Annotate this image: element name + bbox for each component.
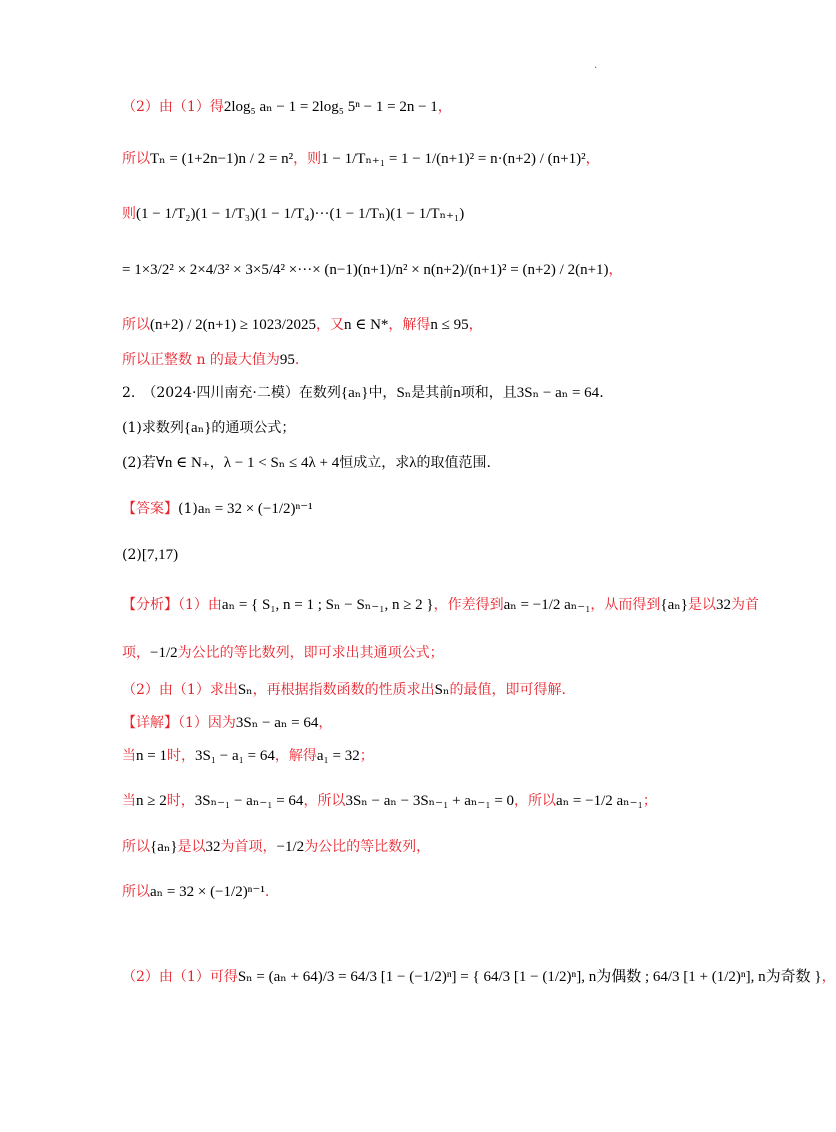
line-18 [122, 840, 430, 855]
math: −1/2 [150, 645, 178, 661]
line-7 [122, 386, 604, 401]
math: (1 − 1/T₂)(1 − 1/T₃)(1 − 1/T₄)···(1 − 1/Tₙ)(1 − 1/Tₙ₊₁) [136, 206, 465, 222]
text: ； [359, 748, 374, 764]
line-4 [122, 263, 623, 278]
math: 32 [715, 597, 731, 613]
math: 32 [205, 839, 221, 855]
math: 95 [279, 352, 295, 368]
text: 项， [122, 645, 150, 661]
text: 所以 [122, 151, 150, 167]
line-1 [122, 100, 452, 115]
text: 所以 [122, 317, 150, 333]
math: n [453, 385, 461, 401]
text: 项和，且 [460, 385, 517, 401]
text: . [264, 884, 270, 900]
text: ，则 [293, 151, 322, 167]
math: aₙ = −1/2 aₙ₋₁ [556, 793, 643, 809]
text: ， [437, 99, 452, 115]
text: 的最值，即可得解. [449, 682, 566, 698]
math: [7,17) [141, 547, 179, 563]
text: 是其前 [411, 385, 454, 401]
line-16 [122, 749, 374, 764]
text: 的取值范围. [416, 455, 491, 471]
text: ，又 [315, 317, 344, 333]
math: Sₙ [396, 385, 412, 401]
text: . [599, 385, 604, 401]
math: 2log₅ aₙ − 1 = 2log₅ 5ⁿ − 1 = 2n − 1 [223, 99, 438, 115]
math: n ≤ 95 [430, 317, 469, 333]
math: a₁ = 32 [316, 748, 360, 764]
math: 3Sₙ − aₙ = 64 [235, 715, 319, 731]
line-19 [122, 885, 269, 900]
math: Sₙ = (aₙ + 64)/3 = 64/3 [1 − (−1/2)ⁿ] = { 64/3 [1 − (1/2)ⁿ], n为偶数 ; 64/3 [1 + (1/2)ⁿ], n为奇数 } [237, 969, 822, 985]
page-mark: . [594, 60, 598, 71]
math: ∀n ∈ N₊ [155, 455, 210, 471]
math: {aₙ} [340, 385, 369, 401]
text: 中， [368, 385, 397, 401]
text: ； [642, 793, 657, 809]
math: 3Sₙ₋₁ − aₙ₋₁ = 64 [194, 793, 304, 809]
math: Sₙ [237, 682, 253, 698]
text: ，所以 [514, 793, 557, 809]
text: ，所以 [303, 793, 346, 809]
line-12 [122, 598, 759, 613]
text: 为公比的等比数列，即可求出其通项公式； [177, 645, 444, 661]
math: n = 1 [136, 748, 167, 764]
math: aₙ = 32 × (−1/2)ⁿ⁻¹ [197, 501, 313, 517]
text: ， [209, 455, 224, 471]
math: = 1×3/2² × 2×4/3² × 3×5/4² ×···× (n−1)(n+1)/n² × n(n+2)/(n+1)² = (n+2) / 2(n+1) [122, 262, 609, 278]
text: ，解得 [274, 748, 317, 764]
line-9 [122, 456, 491, 471]
text: 时， [166, 793, 195, 809]
text: ， [468, 317, 483, 333]
text: ，从而得到 [590, 597, 661, 613]
text: 时， [166, 748, 195, 764]
text: 所以正整数 n 的最大值为 [122, 352, 280, 368]
text: ， [585, 151, 600, 167]
line-3 [122, 207, 464, 222]
text: （2）由（1）求出 [122, 682, 238, 698]
text: ，作差得到 [433, 597, 504, 613]
line-8 [122, 421, 295, 436]
math: 3Sₙ − aₙ = 64 [516, 385, 600, 401]
text: 恒成立，求 [339, 455, 410, 471]
answer-label: 【答案】 [122, 501, 178, 517]
math: {aₙ} [183, 420, 212, 436]
line-15 [122, 716, 332, 731]
text: (2)若 [122, 455, 156, 471]
math: {aₙ} [660, 597, 688, 613]
analysis-label: 【分析】（1）由 [122, 597, 222, 613]
text: 所以 [122, 884, 150, 900]
line-10 [122, 502, 313, 517]
math: Sₙ [434, 682, 450, 698]
math: 3Sₙ − aₙ − 3Sₙ₋₁ + aₙ₋₁ = 0 [345, 793, 515, 809]
text: 为首项， [220, 839, 277, 855]
text: ， [318, 715, 333, 731]
text: 所以 [122, 839, 150, 855]
text: （2）由（1）得 [122, 99, 224, 115]
text: ，再根据指数函数的性质求出 [252, 682, 435, 698]
line-6 [122, 353, 299, 368]
math: 1 − 1/Tₙ₊₁ = 1 − 1/(n+1)² = n·(n+2) / (n+1)² [321, 151, 586, 167]
math: 3S₁ − a₁ = 64 [194, 748, 275, 764]
line-13 [122, 646, 444, 661]
text: 当 [122, 748, 136, 764]
text: ， [821, 969, 836, 985]
math: λ [409, 455, 417, 471]
text: 当 [122, 793, 136, 809]
text: 则 [122, 206, 136, 222]
math: λ − 1 < Sₙ ≤ 4λ + 4 [223, 455, 340, 471]
math: −1/2 [276, 839, 305, 855]
text: (2) [122, 547, 142, 563]
text: (1) [178, 501, 198, 517]
text: ， [608, 262, 623, 278]
math: n ∈ N* [343, 317, 389, 333]
text: (1)求数列 [122, 420, 184, 436]
math: {aₙ} [150, 839, 178, 855]
text: ，解得 [388, 317, 431, 333]
math: n ≥ 2 [136, 793, 167, 809]
text: . [294, 352, 300, 368]
text: 为公比的等比数列， [304, 839, 431, 855]
text: 为首 [730, 597, 759, 613]
math: aₙ = −1/2 aₙ₋₁ [503, 597, 591, 613]
text: （2）由（1）可得 [122, 969, 238, 985]
text: 的通项公式； [211, 420, 296, 436]
math: aₙ = 32 × (−1/2)ⁿ⁻¹ [150, 884, 265, 900]
math: Tₙ = (1+2n−1)n / 2 = n² [150, 151, 294, 167]
line-20 [122, 970, 836, 985]
line-14 [122, 683, 566, 698]
text: 是以 [177, 839, 206, 855]
detail-label: 【详解】（1）因为 [122, 715, 236, 731]
line-2 [122, 152, 600, 167]
text: 是以 [687, 597, 716, 613]
line-17 [122, 794, 657, 809]
text: 2. （2024·四川南充·二模）在数列 [122, 385, 341, 401]
line-11 [122, 548, 178, 563]
line-5 [122, 318, 483, 333]
math: aₙ = { S₁, n = 1 ; Sₙ − Sₙ₋₁, n ≥ 2 } [221, 597, 434, 613]
math: (n+2) / 2(n+1) ≥ 1023/2025 [150, 317, 316, 333]
